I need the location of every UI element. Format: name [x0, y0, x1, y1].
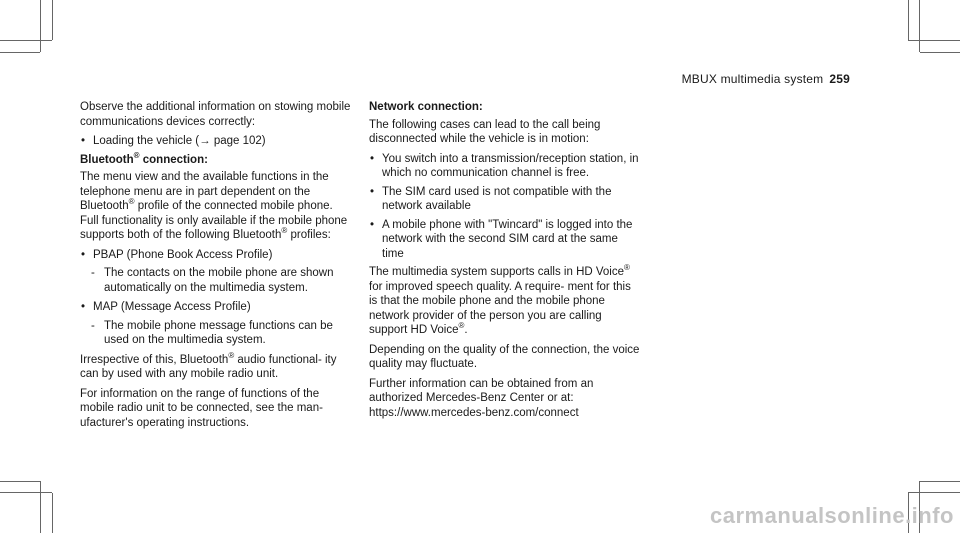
page-number: 259: [829, 72, 850, 86]
crop-mark: [908, 0, 909, 40]
crop-mark: [0, 492, 52, 493]
disconnect-intro: The following cases can lead to the call being disconnected while the vehicle is in motion:: [369, 118, 601, 145]
list-item: • The SIM card used is not compatible with the network available: [370, 185, 612, 212]
page-header: [682, 72, 850, 86]
list-subitem: [80, 266, 352, 295]
bullet-icon: •: [370, 152, 375, 165]
map-item: MAP (Message Access Profile): [93, 301, 251, 313]
map-description: The mobile phone message functions can be used on the multimedia system.: [104, 319, 333, 346]
crop-mark: [908, 40, 960, 41]
bluetooth-profiles-paragraph: The menu view and the available functions in the telephone menu are in part dependent on the Bluetooth® profile of the connected mobile phone. Full functionality is only available if the mobile phone supports both of the following Bluetooth® profiles:: [80, 171, 348, 241]
crop-mark: [0, 52, 40, 53]
crop-mark: [40, 0, 41, 52]
crop-mark: [908, 492, 960, 493]
bullet-icon: •: [370, 218, 375, 231]
intro-paragraph: Observe the additional information on stowing mobile communications devices correctly:: [80, 101, 351, 128]
watermark: carmanualsonline.info: [710, 503, 954, 528]
further-info-paragraph: Further information can be obtained from an authorized Mercedes-Benz Center or at: https://www.mercedes-benz.com/connect: [369, 377, 594, 419]
loading-vehicle-reference[interactable]: Loading the vehicle (→ page 102): [93, 135, 266, 147]
crop-mark: [0, 40, 52, 41]
bullet-icon: •: [81, 301, 86, 313]
list-item: • You switch into a transmission/reception station, in which no communication channel is free.: [370, 152, 639, 179]
bullet-icon: •: [81, 135, 86, 147]
pbap-item: PBAP (Phone Book Access Profile): [93, 248, 273, 261]
manufacturer-info-paragraph: For information on the range of functions of the mobile radio unit to be connected, see the man- ufacturer's operating instructions.: [80, 387, 323, 429]
list-item: • A mobile phone with "Twincard" is logged into the network with the second SIM card at the same time: [370, 218, 633, 260]
crop-mark: [52, 493, 53, 533]
crop-mark: [919, 0, 920, 52]
section-title: MBUX multimedia system: [681, 72, 824, 86]
pbap-description: The contacts on the mobile phone are shown automatically on the multimedia system.: [104, 267, 334, 294]
left-column: [80, 100, 352, 435]
hd-voice-paragraph: The multimedia system supports calls in HD Voice® for improved speech quality. A require- ment for this is that the mobile phone and the mobile phone network provider of the person you are calling support HD Voice®.: [369, 263, 631, 336]
audio-functionality-paragraph: Irrespective of this, Bluetooth® audio functional- ity can by used with any mobile radio unit.: [80, 350, 337, 380]
right-column: [369, 100, 641, 420]
list-item: [80, 134, 352, 149]
crop-mark: [920, 481, 960, 482]
list-subitem: [80, 319, 352, 348]
bullet-icon: •: [370, 185, 375, 198]
connect-link[interactable]: https://www.mercedes-benz.com/connect: [369, 406, 579, 419]
network-heading: Network connection:: [369, 101, 483, 113]
bullet-icon: •: [81, 248, 86, 261]
crop-mark: [0, 481, 40, 482]
list-item: [80, 248, 352, 263]
list-item: [80, 300, 352, 315]
crop-mark: [52, 0, 53, 40]
crop-mark: [920, 52, 960, 53]
voice-quality-paragraph: Depending on the quality of the connection, the voice quality may fluctuate.: [369, 343, 640, 370]
crop-mark: [40, 481, 41, 533]
bluetooth-heading: Bluetooth® connection:: [80, 150, 208, 166]
dash-icon: -: [91, 267, 95, 279]
dash-icon: -: [91, 319, 95, 332]
